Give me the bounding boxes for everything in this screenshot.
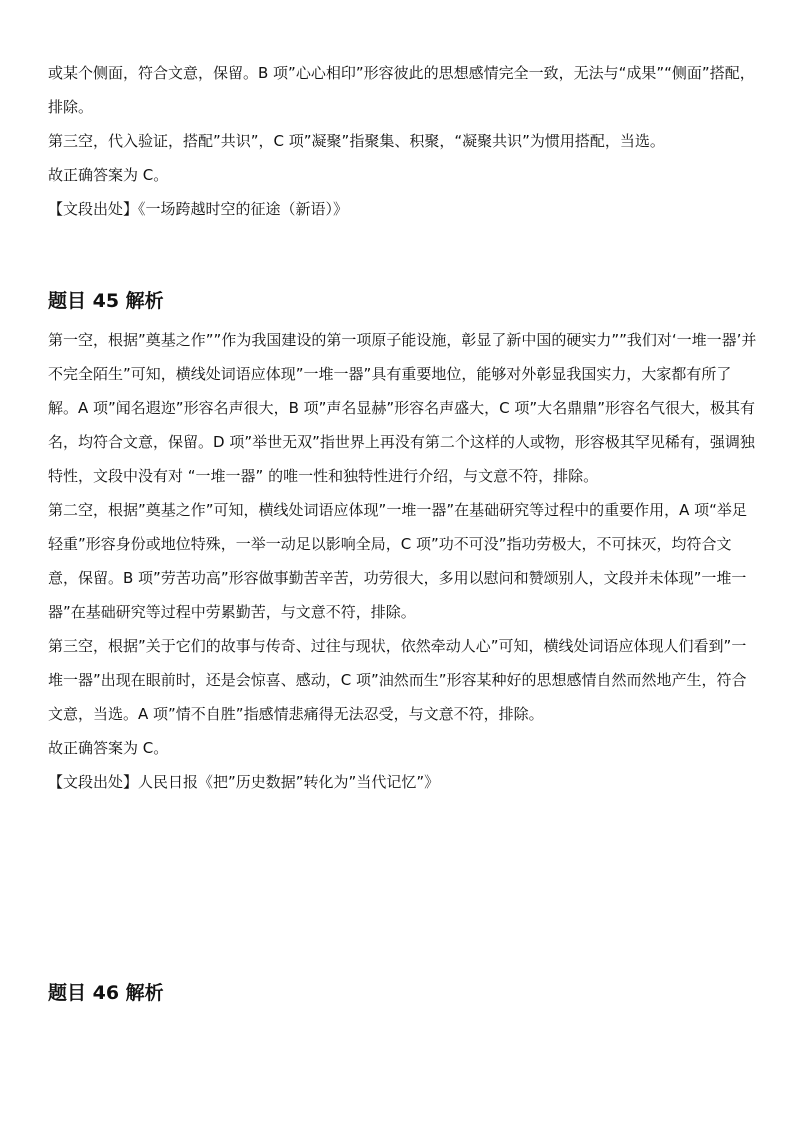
previous-answer-section — [48, 56, 760, 226]
paragraph: 故正确答案为 C。 — [48, 166, 169, 184]
paragraph: 或某个侧面，符合文意，保留。B 项”心心相印”形容彼此的思想感情完全一致，无法与“成果”“侧面”搭配，排除。 — [48, 64, 755, 116]
paragraph: 第二空，根据”奠基之作”可知，横线处词语应体现”一堆一器”在基础研究等过程中的重要作用，A 项“举足轻重”形容身份或地位特殊，一举一动足以影响全局，C 项”功不可没”指功劳极大，不可抹灭，均符合文意，保留。B 项”劳苦功高”形容做事勤苦辛苦，功劳很大，多用以慰问和赞颂别人，文段并未体现”一堆一器”在基础研究等过程中劳累勤苦，与文意不符，排除。 — [48, 501, 747, 621]
q45-analysis — [48, 323, 760, 799]
source-citation: 【文段出处】《一场跨越时空的征途（新语）》 — [48, 200, 349, 218]
paragraph: 第一空，根据”奠基之作””作为我国建设的第一项原子能设施，彰显了新中国的硬实力””我们对‘一堆一器’并不完全陌生”可知，横线处词语应体现”一堆一器”具有重要地位，能够对外彰显我国实力，大家都有所了解。A 项”闻名遐迩”形容名声很大，B 项”声名显赫”形容名声盛大，C 项”大名鼎鼎”形容名气很大，极其有名，均符合文意，保留。D 项”举世无双”指世界上再没有第二个这样的人或物，形容极其罕见稀有，强调独特性，文段中没有对 “一堆一器” 的唯一性和独特性进行介绍，与文意不符，排除。 — [48, 331, 757, 485]
paragraph: 故正确答案为 C。 — [48, 739, 169, 757]
source-citation: 【文段出处】人民日报《把”历史数据”转化为”当代记忆”》 — [48, 773, 440, 791]
section-heading-q45: 题目 45 解析 — [48, 290, 164, 312]
paragraph: 第三空，根据”关于它们的故事与传奇、过往与现状，依然牵动人心”可知，横线处词语应体现人们看到”一堆一器”出现在眼前时，还是会惊喜、感动，C 项”油然而生”形容某种好的思想感情自然而然地产生，符合文意，当选。A 项”情不自胜”指感情悲痛得无法忍受，与文意不符，排除。 — [48, 637, 747, 723]
paragraph: 第三空，代入验证，搭配”共识”，C 项”凝聚”指聚集、积聚，“凝聚共识”为惯用搭配，当选。 — [48, 132, 665, 150]
section-heading-q46: 题目 46 解析 — [48, 982, 164, 1004]
